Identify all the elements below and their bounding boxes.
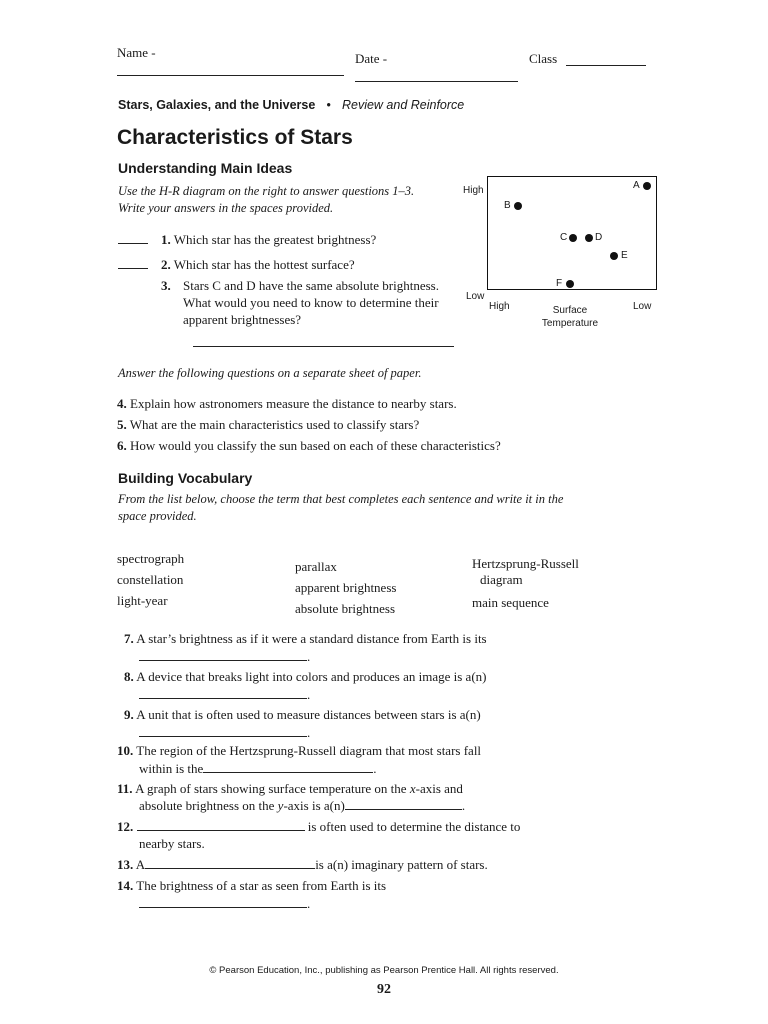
class-label: Class — [529, 51, 558, 66]
question-9: 9. A unit that is often used to measure distances between stars is a(n) — [124, 707, 481, 722]
q14-answer-blank[interactable] — [139, 895, 307, 908]
class-field[interactable] — [566, 65, 646, 66]
star-d-point — [585, 234, 593, 242]
question-11: 11. A graph of stars showing surface temperature on the x-axis and — [117, 781, 463, 796]
copyright-notice: © Pearson Education, Inc., publishing as Pearson Prentice Hall. All rights reserved. — [209, 965, 559, 976]
question-7: 7. A star’s brightness as if it were a standard distance from Earth is its — [124, 631, 487, 646]
question-10: 10. The region of the Hertzsprung-Russell diagram that most stars fall — [117, 743, 482, 758]
star-c-point — [569, 234, 577, 242]
q13-answer-blank[interactable] — [145, 856, 315, 869]
word-bank-col-1 — [117, 548, 184, 611]
section-title: Review and Reinforce — [341, 98, 465, 112]
q3-answer-blank[interactable] — [193, 346, 454, 347]
star-e-point — [610, 252, 618, 260]
q8-answer-blank[interactable] — [139, 686, 307, 699]
question-10-cont: within is the . — [139, 761, 377, 776]
term-main-sequence: main sequence — [472, 595, 549, 610]
separate-sheet-instructions: Answer the following questions on a separate sheet of paper. — [118, 366, 422, 380]
date-field[interactable] — [355, 81, 518, 82]
q9-answer-line: . — [139, 724, 310, 741]
star-b-point — [514, 202, 522, 210]
term-apparent-brightness: apparent brightness — [295, 580, 397, 595]
question-11-cont: absolute brightness on the y-axis is a(n) . — [139, 798, 466, 813]
bullet: • — [326, 98, 331, 112]
question-4: 4. Explain how astronomers measure the distance to nearby stars. — [117, 396, 457, 411]
question-6: 6. How would you classify the sun based on each of these characteristics? — [117, 438, 501, 453]
q1-answer-blank[interactable] — [118, 243, 148, 244]
question-14: 14. The brightness of a star as seen from Earth is its — [117, 878, 387, 893]
page-number: 92 — [377, 982, 391, 997]
y-axis-high-label: High — [463, 185, 484, 196]
star-f-point — [566, 280, 574, 288]
chapter-title: Stars, Galaxies, and the Universe — [118, 98, 316, 112]
main-ideas-heading: Understanding Main Ideas — [118, 160, 293, 176]
question-13: 13. A is a(n) imaginary pattern of stars. — [117, 857, 488, 872]
q10-answer-blank[interactable] — [203, 760, 373, 773]
term-diagram: diagram — [480, 572, 523, 587]
term-spectrograph: spectrograph — [117, 551, 185, 566]
date-label: Date - — [355, 51, 388, 66]
vocab-heading: Building Vocabulary — [118, 470, 253, 486]
term-constellation: constellation — [117, 572, 184, 587]
question-3-number: 3. — [161, 278, 171, 293]
hr-diagram — [460, 176, 670, 336]
star-c-label: C — [560, 232, 568, 243]
question-12: 12. is often used to determine the distance to — [117, 819, 521, 834]
question-8: 8. A device that breaks light into colors and produces an image is a(n) — [124, 669, 487, 684]
main-ideas-instructions: Use the H-R diagram on the right to answer questions 1–3. Write your answers in the spaces provided. — [118, 184, 415, 215]
name-field[interactable] — [117, 75, 344, 76]
star-f-label: F — [556, 278, 563, 289]
word-bank-col-3 — [472, 556, 579, 611]
x-axis-high-label: High — [489, 301, 510, 312]
question-2: 2. Which star has the hottest surface? — [161, 257, 355, 272]
name-label: Name - — [117, 45, 156, 60]
subheader — [118, 98, 464, 113]
term-light-year: light-year — [117, 593, 168, 608]
q7-answer-blank[interactable] — [139, 648, 307, 661]
x-axis-low-label: Low — [633, 301, 652, 312]
word-bank-col-2 — [295, 556, 396, 619]
q7-answer-line: . — [139, 648, 310, 665]
q11-answer-blank[interactable] — [345, 797, 462, 810]
term-hertzsprung-russell: Hertzsprung-Russell — [472, 556, 579, 571]
q8-answer-line: . — [139, 686, 310, 703]
term-absolute-brightness: absolute brightness — [295, 601, 396, 616]
q12-answer-blank[interactable] — [137, 818, 305, 831]
question-1: 1. Which star has the greatest brightness? — [161, 232, 377, 247]
question-3: Stars C and D have the same absolute brightness. What would you need to know to determine their apparent brightnesses? — [183, 278, 439, 327]
star-d-label: D — [595, 232, 603, 243]
q9-answer-blank[interactable] — [139, 724, 307, 737]
star-a-label: A — [633, 180, 640, 191]
hr-diagram-frame — [487, 176, 657, 290]
q2-answer-blank[interactable] — [118, 268, 148, 269]
page-title: Characteristics of Stars — [117, 126, 353, 149]
question-12-cont: nearby stars. — [139, 836, 205, 851]
x-axis-title: Surface Temperature — [541, 305, 599, 329]
star-b-label: B — [504, 200, 511, 211]
y-axis-low-label: Low — [466, 291, 485, 302]
question-5: 5. What are the main characteristics used to classify stars? — [117, 417, 420, 432]
star-a-point — [643, 182, 651, 190]
term-parallax: parallax — [295, 559, 337, 574]
star-e-label: E — [621, 250, 628, 261]
q14-answer-line: . — [139, 895, 310, 912]
vocab-instructions: From the list below, choose the term that best completes each sentence and write it in the space provided. — [118, 492, 564, 523]
